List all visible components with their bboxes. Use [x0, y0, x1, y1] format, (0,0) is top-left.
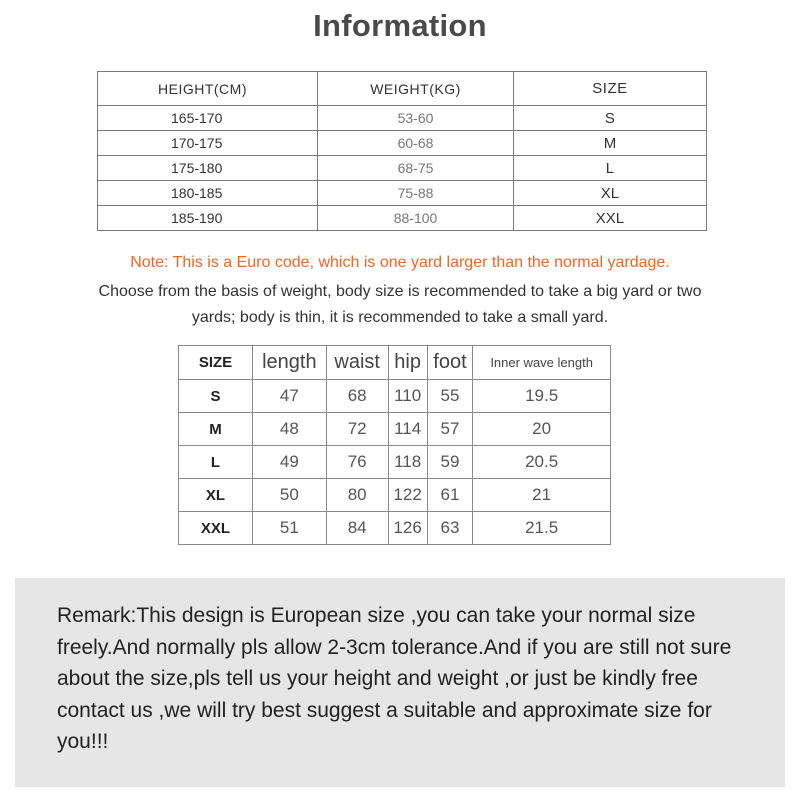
column-header-size: SIZE	[179, 346, 253, 380]
column-header-waist: waist	[326, 346, 388, 380]
table-row	[179, 413, 611, 446]
height-cell: 180-185	[98, 181, 318, 206]
table-row	[179, 380, 611, 413]
euro-code-note: Note: This is a Euro code, which is one yard larger than the normal yardage.	[130, 254, 670, 271]
size-cell: M	[513, 131, 706, 156]
foot-cell: 63	[427, 512, 473, 545]
inner-wave-length-cell: 20.5	[473, 446, 611, 479]
foot-cell: 55	[427, 380, 473, 413]
height-cell: 185-190	[98, 206, 318, 231]
hip-cell: 110	[388, 380, 427, 413]
waist-cell: 68	[326, 380, 388, 413]
length-cell: 47	[253, 380, 327, 413]
inner-wave-length-cell: 19.5	[473, 380, 611, 413]
table-row	[179, 446, 611, 479]
size-cell: XL	[513, 181, 706, 206]
hip-cell: 118	[388, 446, 427, 479]
waist-cell: 76	[326, 446, 388, 479]
column-header-foot: foot	[427, 346, 473, 380]
height-cell: 170-175	[98, 131, 318, 156]
length-cell: 50	[253, 479, 327, 512]
column-header-height: HEIGHT(CM)	[98, 72, 318, 106]
hip-cell: 114	[388, 413, 427, 446]
hip-cell: 122	[388, 479, 427, 512]
table-header-row	[179, 346, 611, 380]
weight-cell: 75-88	[318, 181, 514, 206]
hip-cell: 126	[388, 512, 427, 545]
size-cell: XL	[179, 479, 253, 512]
size-cell: L	[179, 446, 253, 479]
column-header-size: SIZE	[513, 72, 706, 106]
waist-cell: 72	[326, 413, 388, 446]
waist-cell: 80	[326, 479, 388, 512]
table-row	[98, 206, 707, 231]
weight-cell: 68-75	[318, 156, 514, 181]
inner-wave-length-cell: 20	[473, 413, 611, 446]
height-cell: 165-170	[98, 106, 318, 131]
column-header-hip: hip	[388, 346, 427, 380]
column-header-inner-wave-length: Inner wave length	[473, 346, 611, 380]
remark-box	[15, 578, 785, 787]
size-cell: S	[513, 106, 706, 131]
length-cell: 49	[253, 446, 327, 479]
inner-wave-length-cell: 21.5	[473, 512, 611, 545]
remark-text: Remark:This design is European size ,you can take your normal size freely.And normally pls allow 2-3cm tolerance.And if you are still not sure about the size,pls tell us your height and weight ,or just be kindly free contact us ,we will try best suggest a suitable and approximate size for you!!!	[57, 604, 732, 753]
foot-cell: 57	[427, 413, 473, 446]
waist-cell: 84	[326, 512, 388, 545]
height-weight-size-table	[97, 71, 707, 231]
size-advice-text: Choose from the basis of weight, body size is recommended to take a big yard or two yards; body is thin, it is recommended to take a small yard.	[98, 283, 702, 326]
size-cell: XXL	[179, 512, 253, 545]
inner-wave-length-cell: 21	[473, 479, 611, 512]
table-row	[179, 479, 611, 512]
length-cell: 48	[253, 413, 327, 446]
table-row	[98, 106, 707, 131]
column-header-weight: WEIGHT(KG)	[318, 72, 514, 106]
table-row	[98, 156, 707, 181]
table-row	[98, 181, 707, 206]
size-cell: S	[179, 380, 253, 413]
table-row	[98, 131, 707, 156]
size-cell: L	[513, 156, 706, 181]
weight-cell: 60-68	[318, 131, 514, 156]
foot-cell: 59	[427, 446, 473, 479]
table-header-row	[98, 72, 707, 106]
height-cell: 175-180	[98, 156, 318, 181]
length-cell: 51	[253, 512, 327, 545]
size-cell: M	[179, 413, 253, 446]
size-cell: XXL	[513, 206, 706, 231]
page-title: Information	[313, 8, 487, 43]
weight-cell: 88-100	[318, 206, 514, 231]
garment-measurements-table	[178, 345, 611, 545]
column-header-length: length	[253, 346, 327, 380]
foot-cell: 61	[427, 479, 473, 512]
table-row	[179, 512, 611, 545]
weight-cell: 53-60	[318, 106, 514, 131]
